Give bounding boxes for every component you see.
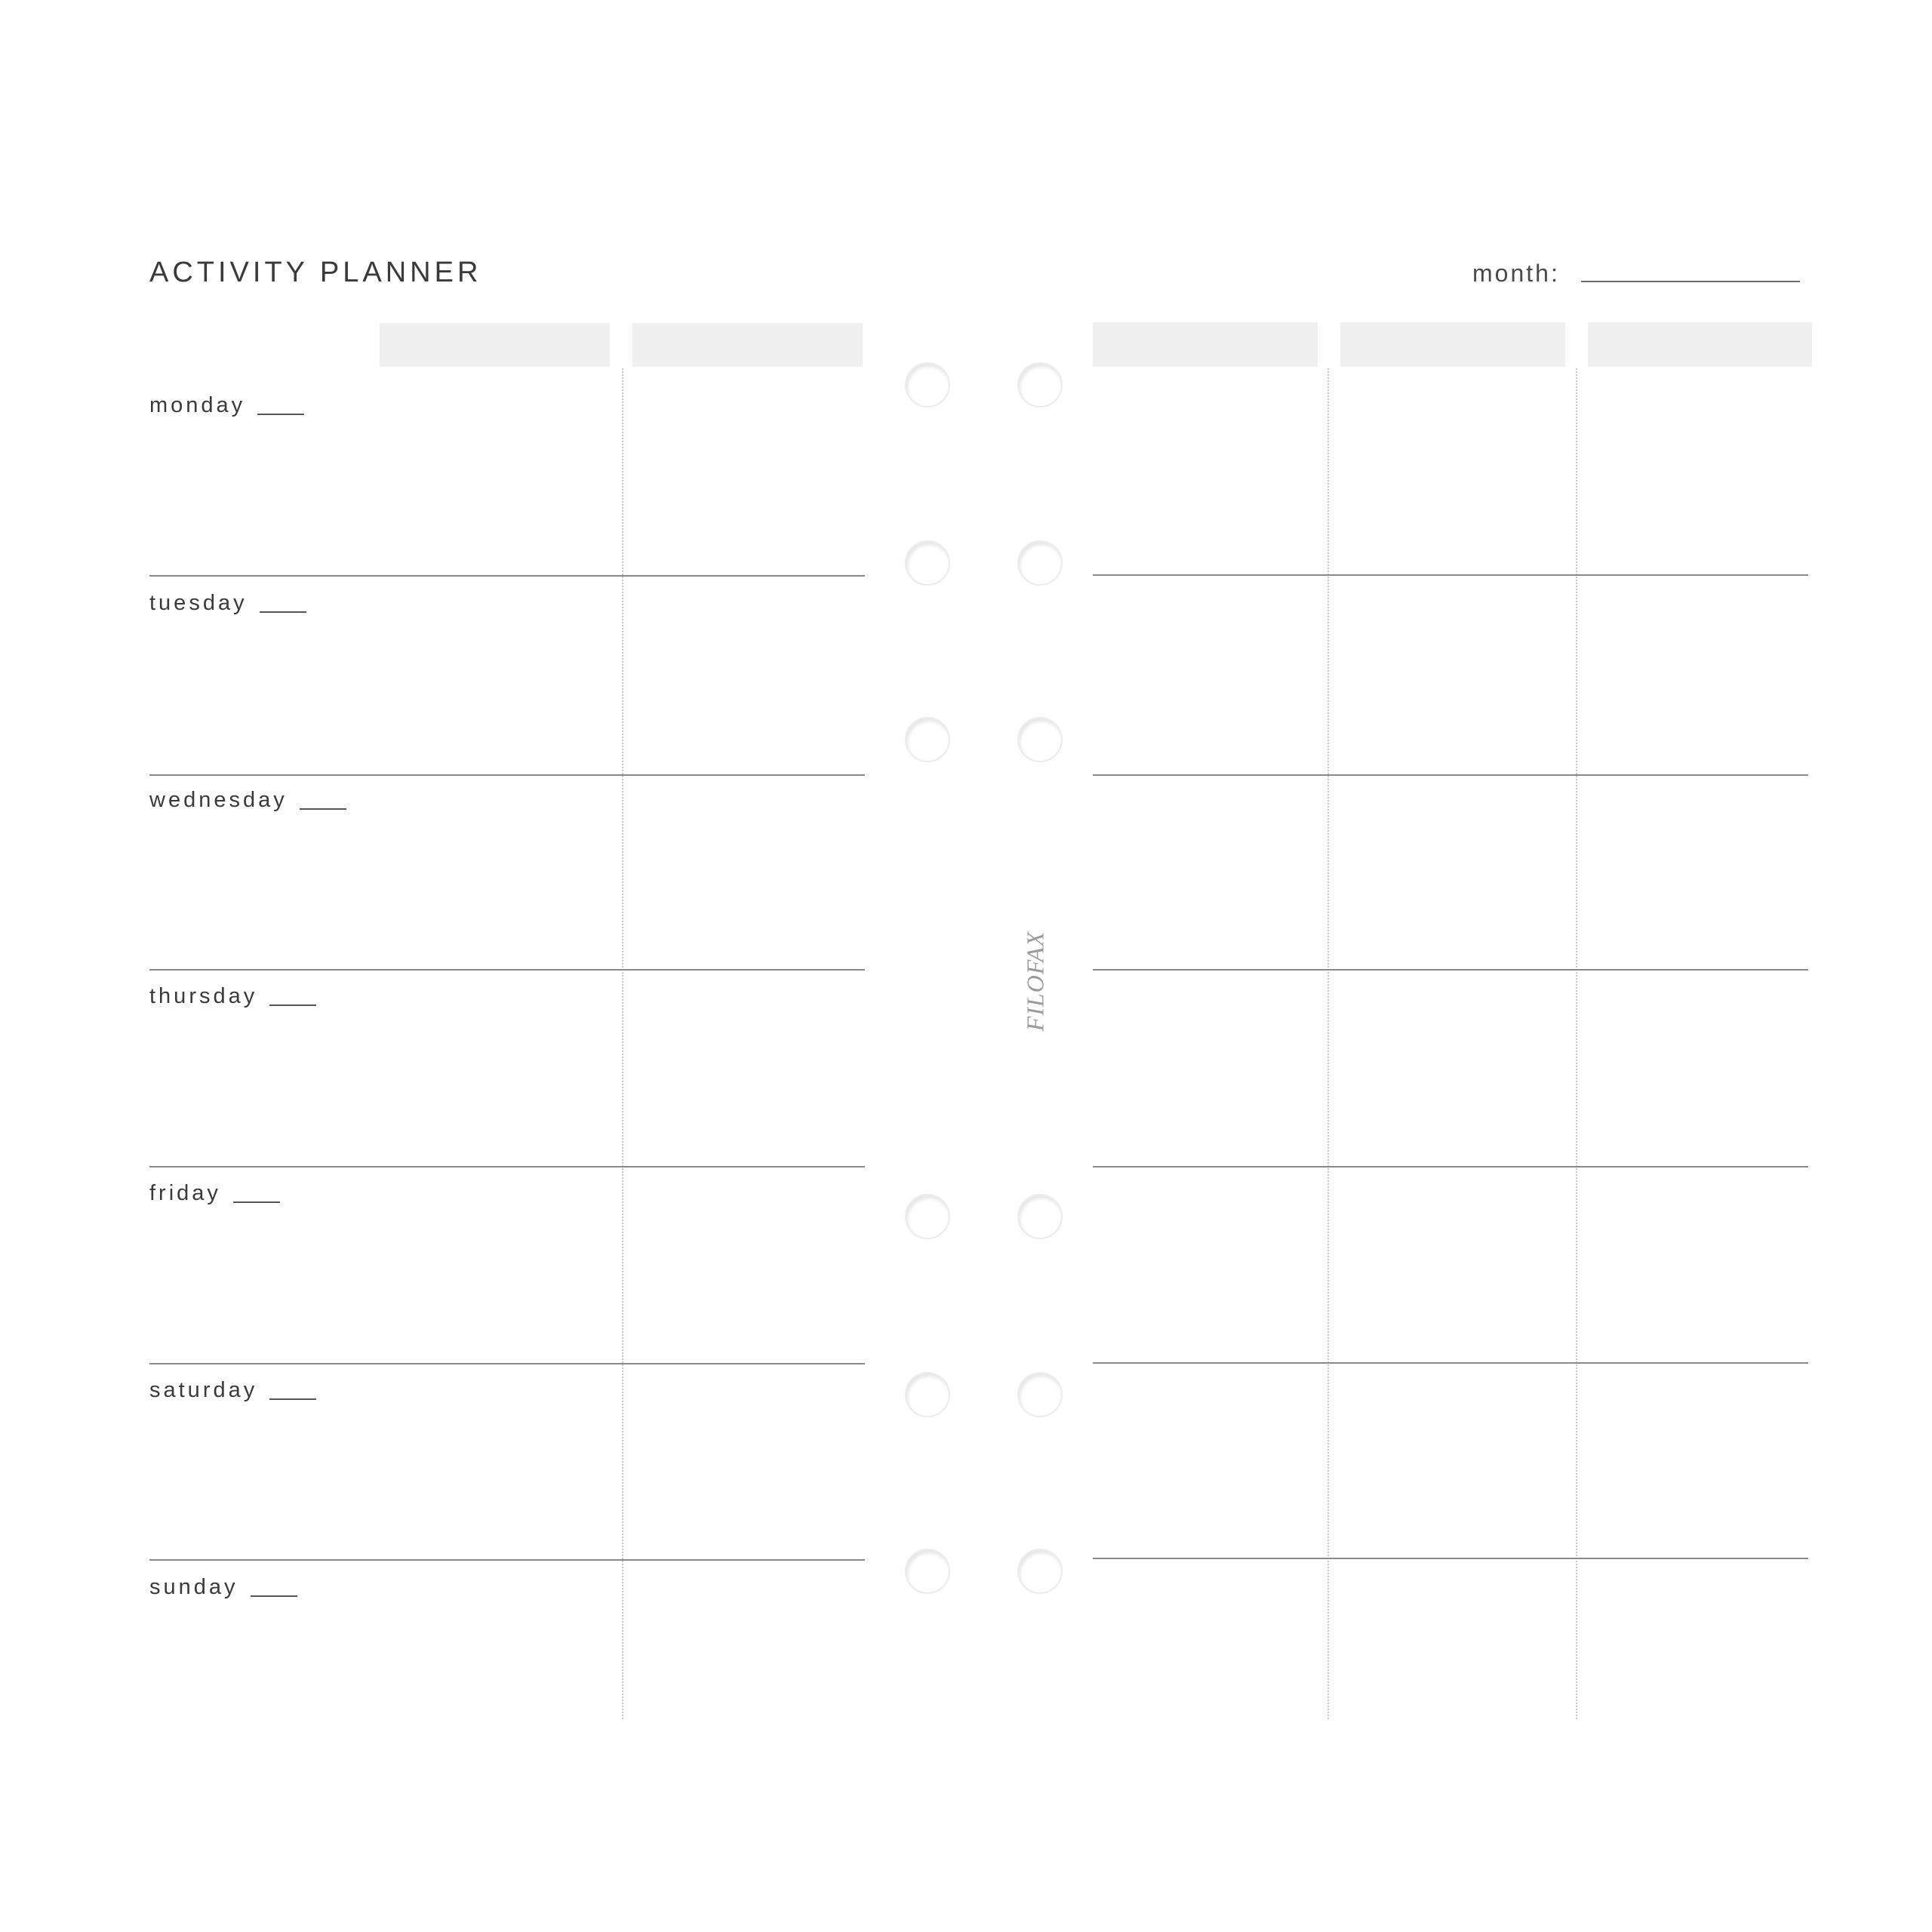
date-field-wednesday[interactable] [300, 808, 346, 810]
date-field-sunday[interactable] [251, 1595, 297, 1597]
right-row-separator [1093, 1362, 1808, 1364]
month-field[interactable] [1581, 281, 1800, 282]
left-column-divider [622, 368, 623, 1719]
binder-hole [1017, 1372, 1063, 1417]
right-row-separator [1093, 574, 1808, 576]
left-row-separator [149, 774, 865, 776]
day-label-sunday: sunday [149, 1575, 238, 1599]
day-label-wednesday: wednesday [149, 788, 288, 812]
date-field-monday[interactable] [257, 414, 304, 415]
day-label-monday: monday [149, 393, 246, 417]
month-label: month: [1472, 260, 1560, 287]
right-column-header-1[interactable] [1093, 322, 1318, 367]
binder-hole [905, 1549, 950, 1594]
right-row-separator [1093, 969, 1808, 971]
day-row-tuesday [149, 592, 306, 614]
right-column-divider-1 [1327, 368, 1329, 1719]
binder-hole [905, 1372, 950, 1417]
day-row-wednesday [149, 789, 346, 811]
date-field-tuesday[interactable] [260, 611, 306, 613]
page-title: ACTIVITY PLANNER [149, 257, 482, 288]
binder-hole [905, 540, 950, 586]
day-label-friday: friday [149, 1181, 221, 1205]
binder-hole [1017, 1194, 1063, 1239]
right-column-header-2[interactable] [1340, 322, 1565, 367]
binder-hole [905, 717, 950, 762]
left-row-separator [149, 969, 865, 971]
left-row-separator [149, 1559, 865, 1561]
binder-hole [1017, 362, 1063, 408]
left-column-header-1[interactable] [380, 323, 610, 367]
binder-hole [1017, 1549, 1063, 1594]
right-column-divider-2 [1576, 368, 1577, 1719]
right-row-separator [1093, 1558, 1808, 1559]
brand-logo: FILOFAX [1021, 931, 1049, 1032]
date-field-friday[interactable] [233, 1201, 280, 1203]
left-row-separator [149, 575, 865, 577]
day-label-tuesday: tuesday [149, 591, 248, 615]
day-row-sunday [149, 1576, 297, 1598]
day-row-thursday [149, 985, 316, 1008]
binder-hole [1017, 540, 1063, 586]
day-label-saturday: saturday [149, 1378, 258, 1402]
left-row-separator [149, 1166, 865, 1168]
binder-hole [905, 1194, 950, 1239]
day-row-monday [149, 394, 304, 417]
date-field-saturday[interactable] [269, 1398, 316, 1400]
binder-hole [905, 362, 950, 408]
date-field-thursday[interactable] [269, 1004, 316, 1006]
day-label-thursday: thursday [149, 984, 258, 1008]
day-row-friday [149, 1182, 280, 1204]
binder-hole [1017, 717, 1063, 762]
right-row-separator [1093, 1166, 1808, 1168]
right-column-header-3[interactable] [1588, 322, 1812, 367]
left-row-separator [149, 1363, 865, 1364]
day-row-saturday [149, 1379, 316, 1401]
left-column-header-2[interactable] [632, 323, 863, 367]
right-row-separator [1093, 774, 1808, 776]
